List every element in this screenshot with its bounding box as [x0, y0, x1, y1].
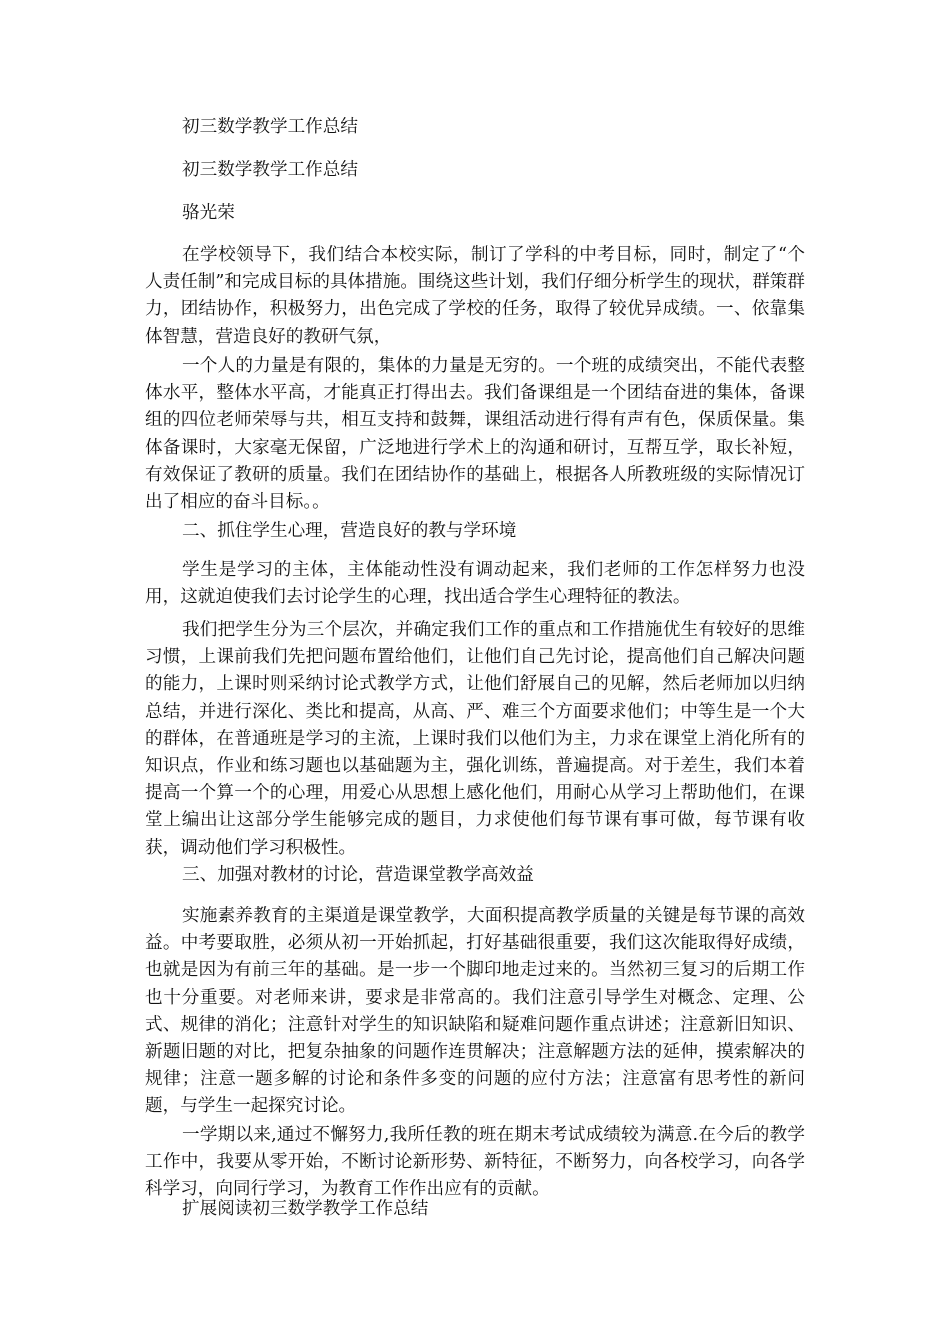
paragraph-teamwork: 一个人的力量是有限的，集体的力量是无穷的。一个班的成绩突出，不能代表整体水平，整体水平高，才能真正打得出去。我们备课组是一个团结奋进的集体，备课组的四位老师荣辱与共，相互支持和鼓舞，课组活动进行得有声有色，保质保量。集体备课时，大家毫无保留，广泛地进行学术上的沟通和研讨，互帮互学，取长补短，有效保证了教研的质量。我们在团结协作的基础上，根据各人所教班级的实际情况订出了相应的奋斗目标。。: [145, 356, 805, 513]
paragraph-three-levels: 我们把学生分为三个层次，并确定我们工作的重点和工作措施优生有较好的思维习惯，上课前我们先把问题布置给他们，让他们自己先讨论，提高他们自己解决问题的能力，上课时则采纳讨论式教学方式，让他们舒展自己的见解，然后老师加以归纳总结，并进行深化、类比和提高，从高、严、难三个方面要求他们；中等生是一个大的群体，在普通班是学习的主流，上课时我们以他们为主，力求在课堂上消化所有的知识点，作业和练习题也以基础题为主，强化训练，普遍提高。对于差生，我们本着提高一个算一个的心理，用爱心从思想上感化他们，用耐心从学习上帮助他们，在课堂上编出让这部分学生能够完成的题目，力求使他们每节课有事可做，每节课有收获，调动他们学习积极性。: [145, 620, 805, 858]
section-heading-2: 二、抓住学生心理，营造良好的教与学环境: [182, 521, 517, 541]
extended-reading-heading: 扩展阅读初三数学教学工作总结: [182, 1199, 429, 1219]
paragraph-student-psychology: 学生是学习的主体，主体能动性没有调动起来，我们老师的工作怎样努力也没用，这就迫使我们去讨论学生的心理，找出适合学生心理特征的教法。: [145, 560, 805, 608]
document-subtitle: 初三数学教学工作总结: [182, 160, 358, 180]
document-author: 骆光荣: [182, 203, 235, 223]
document-title: 初三数学教学工作总结: [182, 117, 358, 137]
paragraph-conclusion: 一学期以来,通过不懈努力,我所任教的班在期末考试成绩较为满意.在今后的教学工作中，我要从零开始，不断讨论新形势、新特征，不断努力，向各校学习，向各学科学习，向同行学习，为教育工作作出应有的贡献。: [145, 1125, 805, 1200]
paragraph-classroom-teaching: 实施素养教育的主渠道是课堂教学，大面积提高教学质量的关键是每节课的高效益。中考要取胜，必须从初一开始抓起，打好基础很重要，我们这次能取得好成绩，也就是因为有前三年的基础。是一步一个脚印地走过来的。当然初三复习的后期工作也十分重要。对老师来讲，要求是非常高的。我们注意引导学生对概念、定理、公式、规律的消化；注意针对学生的知识缺陷和疑难问题作重点讲述；注意新旧知识、新题旧题的对比，把复杂抽象的问题作连贯解决；注意解题方法的延伸，摸索解决的规律；注意一题多解的讨论和条件多变的问题的应付方法；注意富有思考性的新问题，与学生一起探究讨论。: [145, 906, 805, 1117]
section-heading-3: 三、加强对教材的讨论，营造课堂教学高效益: [182, 865, 534, 885]
paragraph-intro: 在学校领导下，我们结合本校实际，制订了学科的中考目标，同时，制定了“个人责任制”和完成目标的具体措施。围绕这些计划，我们仔细分析学生的现状，群策群力，团结协作，积极努力，出色完成了学校的任务，取得了较优异成绩。一、依靠集体智慧，营造良好的教研气氛，: [145, 245, 805, 347]
